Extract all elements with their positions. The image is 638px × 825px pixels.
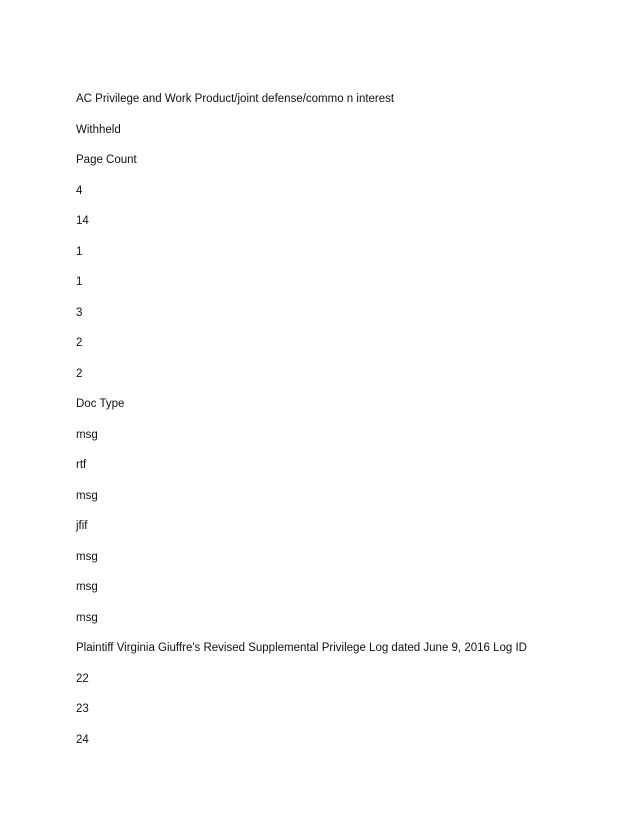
page-count-value: 4 [76,184,83,197]
doc-type-value: msg [76,428,98,441]
page-count-value: 3 [76,306,83,319]
document-text-block [76,90,616,761]
privilege-log-title: Plaintiff Virginia Giuffre's Revised Supplemental Privilege Log dated June 9, 2016 Log ID [76,642,527,654]
privilege-basis-text: AC Privilege and Work Product/joint defense/commo n interest [76,93,395,105]
doc-type-value: msg [76,550,98,563]
log-id-value: 24 [76,733,89,746]
log-id-value: 23 [76,703,89,715]
page-count-header: Page Count [76,154,137,166]
doc-type-value: msg [76,611,98,624]
log-id-value: 22 [76,672,89,685]
withheld-label: Withheld [76,123,121,136]
page-count-value: 1 [76,276,83,288]
page-count-value: 1 [76,245,83,258]
doc-type-header: Doc Type [76,398,125,410]
doc-type-value: jfif [76,520,88,532]
page-count-value: 14 [76,215,89,227]
doc-type-value: msg [76,489,98,502]
page-count-value: 2 [76,367,83,380]
doc-type-value: rtf [76,459,87,471]
doc-type-value: msg [76,581,98,593]
page-count-value: 2 [76,337,83,349]
